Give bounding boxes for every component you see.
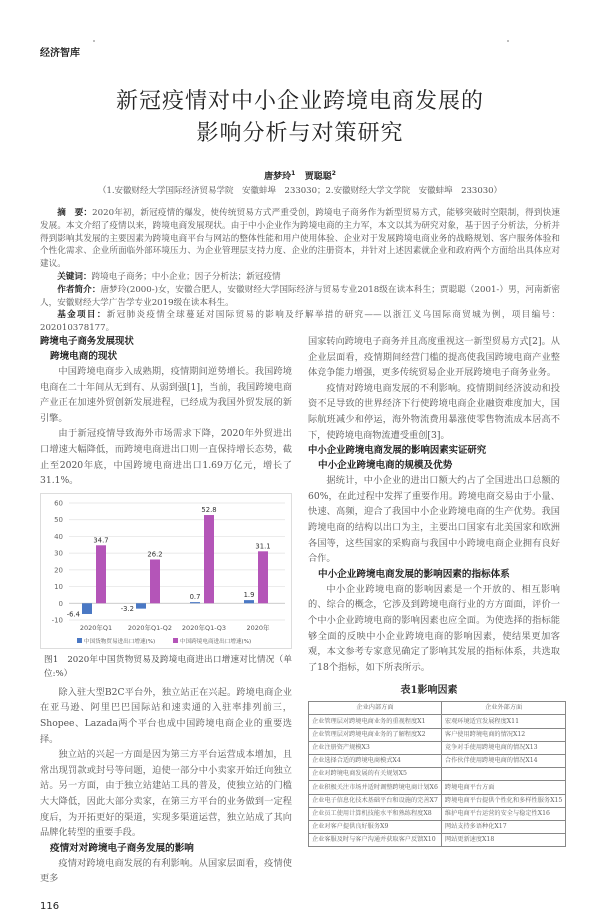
table-cell: 企业对客户提供良好服务X9 [309,820,442,833]
table-cell: 企业积极关注市场并适时调整跨境电商计划X6 [309,781,442,794]
print-mark [93,40,95,42]
table-row [309,794,566,807]
legend-swatch [77,638,82,643]
table-cell: 企业选择合适的跨境电商模式X4 [309,755,442,768]
legend-label: 中国跨境电商进出口增速(%) [180,638,252,645]
table-row [309,741,566,754]
data-label: 1.9 [243,590,255,599]
right-column [308,334,563,847]
x-tick-label: 2020年Q1-Q2 [127,623,173,632]
paragraph: 疫情对跨境电商发展的不利影响。疫情期间经济波动和投资不足导致的世界经济下行使跨境电商企业融资难度加大，国际航班减少和停运，海外物流费用暴涨使零售物流成本居高不下，使跨境电商物流遭受重创[3]。 [308,382,560,441]
abstract [40,207,560,271]
x-tick-label: 2020年Q1-Q3 [181,623,227,632]
table-cell: 企业客服及时与客户沟通并获取客户反馈X10 [309,834,442,847]
x-tick-label: 2020年Q1 [79,623,113,632]
keywords-label: 关键词： [57,271,92,282]
bar-chart [40,493,292,649]
fund-text: 新冠肺炎疫情全球蔓延对国际贸易的影响及纾解举措的研究——以浙江义乌国际商贸城为例，项目编号：202010378177。 [40,310,560,334]
table-row [309,715,566,728]
chart-svg [41,494,291,648]
bar-cross-border-ecommerce [150,559,160,603]
table-cell: 客户使用跨境电商的情况X12 [441,728,565,741]
paragraph: 除入驻大型B2C平台外，独立站正在兴起。跨境电商企业在亚马逊、阿里巴巴国际站和速卖通的入驻率排列前三，Shopee、Lazada两个平台也成中国跨境电商企业的重要选择。 [40,686,292,745]
bar-cross-border-ecommerce [204,515,214,603]
y-tick-label: 60 [54,499,63,508]
abstract-block [40,207,560,335]
legend-label: 中国货物贸易进出口增速(%) [84,638,156,645]
table-row [309,807,566,820]
y-tick-label: -10 [51,616,63,625]
table-row [309,820,566,833]
heading: 中小企业跨境电商发展的影响因素实证研究 [308,445,487,457]
left-column [40,334,292,913]
table-row [309,755,566,768]
author-1: 唐梦玲 [264,172,292,182]
abstract-text: 2020年初，新冠疫情的爆发，使传统贸易方式严重受创，跨境电子商务作为新型贸易方式，能够突破时空限制，得到快速发展。本文介绍了疫情以来，跨境电商发展现状。由于中小企业作为跨境电商的主力军，本文以其为研究对象，基于因子分析法，分析并得到影响其发展的主要因素为跨境电商平台与网站的整体性能和用户使用体验、企业对于发展跨境电商业务的战略规划、客户服务体验和个性化需求、企业所面临外部环境压力、为企业管理层支持力度、企业的注册资本，并针对上述因素就企业和政府两个方面给出具体应对建议。 [40,208,560,270]
table-title: 表1影响因素 [400,685,458,697]
affiliation: （1.安徽财经大学国际经济贸易学院 安徽蚌埠 233030；2.安徽财经大学文学院 安徽蚌埠 233030） [97,186,503,196]
table-header: 企业内部方面 [309,702,442,715]
page-number: 116 [40,900,60,912]
data-label: 26.2 [147,550,163,559]
paragraph: 由于新冠疫情导致海外市场需求下降，2020年外贸进出口增速大幅降低，而跨境电商进出口则一直保持增长态势，截止至2020年底，中国跨境电商进出口1.69万亿元，增长了31.1%。 [40,428,292,487]
table-cell: 宏观环境适宜发展程度X11 [441,715,565,728]
authors [0,169,600,182]
table-cell: 跨境电商平台方面 [441,781,565,794]
table-cell [441,768,565,781]
fund-label: 基金项目： [57,310,107,321]
author-bio [40,284,560,310]
author-1-sup: 1 [291,170,296,177]
section-label: 经济智库 [40,48,80,59]
data-label: 31.1 [255,542,271,551]
table-cell: 企业员工使用计算机技能水平和熟练程度X8 [309,807,442,820]
author-2-sup: 2 [331,170,336,177]
table-cell: 竞争对手使用跨境电商的情况X13 [441,741,565,754]
figure-caption: 图1 2020年中国货物贸易及跨境电商进出口增速对比情况（单位:%） [44,654,292,679]
table-cell: 企业管理层对跨境电商业务的了解程度X2 [309,728,442,741]
keywords-text: 跨境电子商务；中小企业；因子分析法；新冠疫情 [91,271,281,282]
factors-table [308,701,566,847]
y-tick-label: 30 [54,549,63,558]
paragraph: 中小企业跨境电商的影响因素是一个开放的、相互影响的、综合的概念，它涉及到跨境电商行业的方方面面，评价一个中小企业跨境电商的影响因素也应全面。为使选择的指标能够全面的反映中小企业跨境电商的影响因素，使结果更加客观，本文参考专家意见确定了影响其发展的指标体系，共选取了18个指标，如下所表所示。 [308,583,560,673]
y-tick-label: 20 [54,566,63,575]
table-row [309,781,566,794]
paragraph: 国家转向跨境电子商务并且高度重视这一新型贸易方式[2]。从企业层面看，疫情期间经营门槛的提高使我国跨境电商产业整体竞争能力增强，更多传统贸易企业开展跨境电子商务业务。 [308,336,560,379]
abstract-label: 摘 要： [57,208,93,218]
paragraph: 中国跨境电商步入成熟期，疫情期间逆势增长。我国跨境电商在二十年间从无到有、从弱到强[1]，当前，我国跨境电商产业正在加速外贸创新发展进程，已经成为我国外贸发展的新引擎。 [40,366,292,424]
data-label: 0.7 [189,592,201,601]
table-row [309,768,566,781]
table-header-row [309,702,566,715]
table-row [309,728,566,741]
table-header: 企业外部方面 [441,702,565,715]
data-label: -3.2 [120,604,134,613]
legend-swatch [173,638,178,643]
table-cell: 企业注册资产规模X3 [309,741,442,754]
subheading: 中小企业跨境电商的规模及优势 [318,460,453,472]
subheading: 中小企业跨境电商发展的影响因素的指标体系 [318,568,510,580]
paragraph: 据统计，中小企业的进出口额大约占了全国进出口总额的60%，在此过程中发挥了重要作用。跨境电商交易由于小量、快速、高频，迎合了我国中小企业跨境电商的生产优势。我国跨境电商的结构以出口为主，主要出口国家有北美国家和欧洲各国等，这些国家的采购商与我国中小跨境电商企业拥有良好合作。 [308,475,560,565]
bar-cross-border-ecommerce [258,551,268,603]
bar-goods-trade [82,603,92,614]
article-title [0,86,600,150]
y-tick-label: 50 [54,515,63,524]
data-label: 34.7 [93,536,109,545]
table-cell: 企业电子信息化技术基础平台和设施的完善X7 [309,794,442,807]
subheading: 跨境电商的现状 [50,351,118,362]
bar-cross-border-ecommerce [96,545,106,603]
subheading: 疫情对对跨境电子商务发展的影响 [50,842,194,854]
table-cell: 合作伙伴使用跨境电商的情况X14 [441,755,565,768]
y-tick-label: 40 [54,532,63,541]
table-cell: 跨境电商平台提供个性化和多样性服务X15 [441,794,565,807]
title-line-2: 影响分析与对策研究 [196,121,404,146]
heading: 跨境电子商务发展现状 [40,336,134,347]
author-2: 贾聪聪 [304,172,332,182]
table-cell: 网站支持多语种化X17 [441,820,565,833]
table-row [309,834,566,847]
table-cell: 维护电商平台运营的安全与稳定性X16 [441,807,565,820]
y-tick-label: 0 [58,599,63,608]
data-label: -6.4 [66,610,80,619]
table-cell: 企业管理层对跨境电商业务的重视程度X1 [309,715,442,728]
bar-goods-trade [190,602,200,603]
bio-label: 作者简介： [57,284,101,295]
table-cell: 企业对跨境电商发展的有关规划X5 [309,768,442,781]
paragraph: 疫情对跨境电商发展的有利影响。从国家层面看，疫情使更多 [40,857,292,885]
table-cell: 网站更新速度X18 [441,834,565,847]
paragraph: 独立站的兴起一方面是因为第三方平台运营成本增加，且常出现罚款或封号等问题，迫使一部分中小卖家开始迁向独立站。另一方面，由于独立站建站工具的普及，使独立站的门槛大大降低，因此大部分卖家，在第三方平台的业务做到一定程度后，为开拓更好的渠道，实现多渠道运营，独立站成了其向品牌化转型的重要手段。 [40,749,292,839]
bio-text: 唐梦玲(2000-)女，安徽合肥人，安徽财经大学国际经济与贸易专业2018级在读本科生；贾聪聪（2001-）男，河南新密人，安徽财经大学广告学专业2019级在读本科生。 [40,284,560,308]
print-mark [507,40,509,42]
data-label: 52.8 [201,505,217,514]
bar-goods-trade [244,600,254,603]
bar-goods-trade [136,603,146,608]
title-line-1: 新冠疫情对中小企业跨境电商发展的 [115,89,484,114]
y-tick-label: 10 [54,582,63,591]
keywords [40,271,560,284]
fund [40,309,560,335]
x-tick-label: 2020年 [246,623,270,632]
